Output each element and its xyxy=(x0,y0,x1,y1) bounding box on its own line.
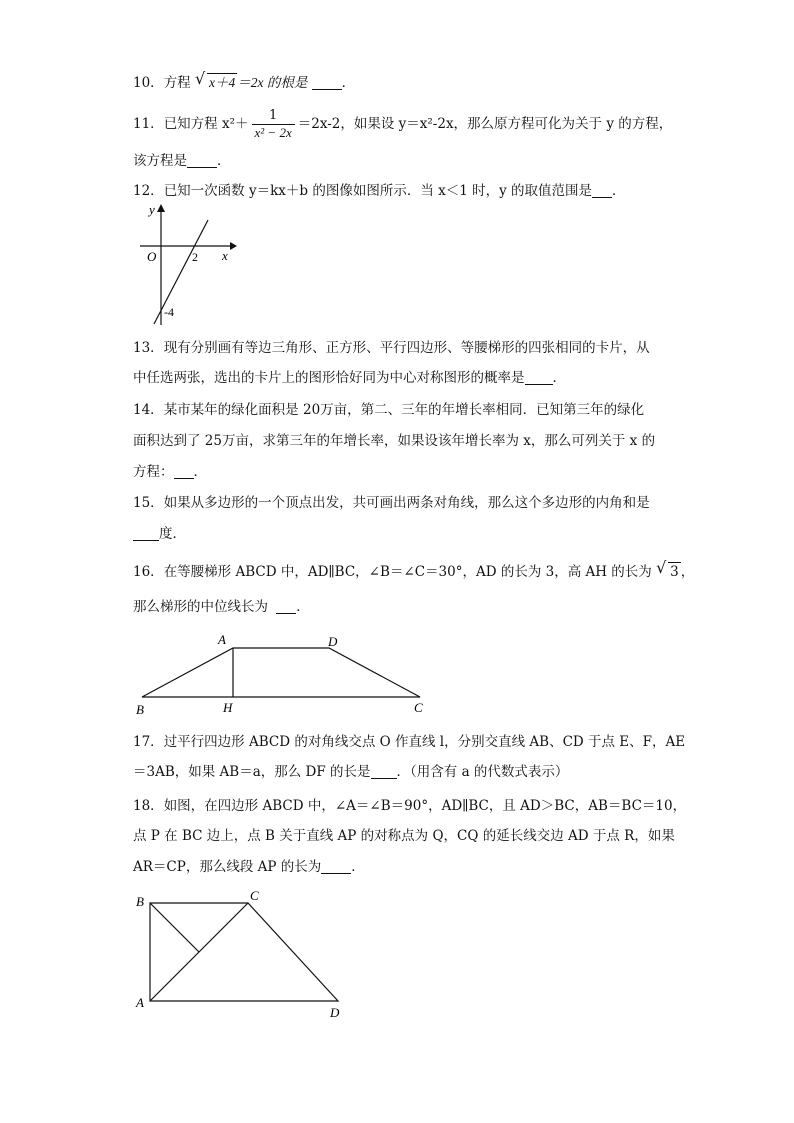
answer-blank[interactable] xyxy=(133,526,159,541)
q14-line1: 某市某年的绿化面积是 20万亩，第二、三年的年增长率相同．已知第三年的绿化 xyxy=(163,402,645,418)
answer-blank[interactable] xyxy=(174,464,194,479)
question-12 xyxy=(133,182,626,200)
x-axis-arrow xyxy=(230,242,237,250)
y-axis-arrow xyxy=(157,204,165,212)
q14-line2: 面积达到了 25万亩，求第三年的年增长率，如果设该年增长率为 x，那么可列关于 x 的 xyxy=(133,433,656,449)
trapezoid-figure xyxy=(132,630,432,720)
answer-blank[interactable] xyxy=(321,859,351,874)
question-17-line2 xyxy=(133,763,568,781)
segment-bq xyxy=(150,903,199,952)
q15-number: 15． xyxy=(133,495,164,511)
question-11 xyxy=(133,104,672,144)
q13-number: 13． xyxy=(133,340,164,356)
fraction-denominator: x² − 2x xyxy=(254,125,292,140)
answer-blank[interactable] xyxy=(312,75,342,90)
q18-end: ． xyxy=(351,859,365,875)
label-c: C xyxy=(414,700,423,715)
q10-pre: 方程 xyxy=(163,75,191,91)
trapezoid-abcd xyxy=(142,648,420,697)
linear-function-graph xyxy=(140,200,240,330)
label-a: A xyxy=(136,995,144,1010)
question-16-line2 xyxy=(133,598,310,616)
y-intercept-label: -4 xyxy=(164,305,174,319)
q11-end: ． xyxy=(217,153,231,169)
function-line xyxy=(154,220,208,324)
origin-label: O xyxy=(147,249,157,264)
answer-blank[interactable] xyxy=(371,764,397,779)
question-10 xyxy=(133,69,356,92)
question-15 xyxy=(133,494,650,512)
q14-end: ． xyxy=(193,464,207,480)
q12-text: 已知一次函数 y＝kx＋b 的图像如图所示．当 x＜1 时，y 的取值范围是 xyxy=(163,183,593,199)
radicand: x＋4 xyxy=(208,75,236,90)
label-d: D xyxy=(328,634,338,649)
q11-pre: 已知方程 x²＋ xyxy=(163,116,249,132)
question-14-line3 xyxy=(133,463,207,481)
answer-blank[interactable] xyxy=(187,153,217,168)
label-b: B xyxy=(136,894,144,909)
q17-number: 17． xyxy=(133,734,164,750)
q16-line1: 在等腰梯形 ABCD 中，AD∥BC，∠B＝∠C＝30°，AD 的长为 3，高 AH 的长为 xyxy=(163,564,652,580)
q10-end: ． xyxy=(341,75,356,91)
label-a: A xyxy=(218,632,226,647)
x-intercept-label: 2 xyxy=(192,250,198,264)
q16-number: 16． xyxy=(133,564,164,580)
answer-blank[interactable] xyxy=(276,599,296,614)
q18-line3: AR＝CP，那么线段 AP 的长为 xyxy=(133,859,322,875)
fraction xyxy=(252,108,295,141)
q18-number: 18． xyxy=(133,798,164,814)
sqrt-expression: √ 3 xyxy=(656,558,679,580)
fraction-numerator: 1 xyxy=(252,108,295,125)
label-d: D xyxy=(330,1005,340,1020)
q12-number: 12． xyxy=(133,183,164,199)
question-13 xyxy=(133,339,650,357)
quadrilateral-figure xyxy=(130,886,355,1021)
quadrilateral-abcd xyxy=(150,903,338,1001)
q15-line2: 度． xyxy=(159,526,186,542)
q13-line2: 中任选两张，选出的卡片上的图形恰好同为中心对称图形的概率是 xyxy=(133,370,525,386)
q11-post: ＝2x-2，如果设 y＝x²-2x，那么原方程可化为关于 y 的方程， xyxy=(297,116,673,132)
label-b: B xyxy=(136,702,144,717)
question-18 xyxy=(133,797,686,815)
question-16 xyxy=(133,558,695,581)
question-18-line3 xyxy=(133,858,365,876)
label-c: C xyxy=(250,888,259,903)
q14-number: 14． xyxy=(133,402,164,418)
q16-end: ． xyxy=(296,599,310,615)
q10-number: 10． xyxy=(133,75,164,91)
q17-line1: 过平行四边形 ABCD 的对角线交点 O 作直线 l，分别交直线 AB、CD 于点 E、F，AE xyxy=(163,734,686,750)
x-label: x xyxy=(222,248,228,263)
question-18-line2 xyxy=(133,827,675,845)
label-h: H xyxy=(223,700,233,715)
sqrt-expression: √ x＋4 xyxy=(194,69,236,90)
q14-line3: 方程： xyxy=(133,464,174,480)
q12-end: ． xyxy=(612,183,626,199)
q11-number: 11． xyxy=(133,116,164,132)
q16-line1-post: ， xyxy=(680,564,695,580)
q13-end: ． xyxy=(552,370,566,386)
question-11-line2 xyxy=(133,152,231,170)
q18-line1: 如图，在四边形 ABCD 中，∠A＝∠B＝90°，AD∥BC，且 AD＞BC，AB＝BC＝10， xyxy=(163,798,687,814)
q11-line2: 该方程是 xyxy=(133,153,187,169)
q15-line1: 如果从多边形的一个顶点出发，共可画出两条对角线，那么这个多边形的内角和是 xyxy=(163,495,650,511)
question-17 xyxy=(133,733,685,751)
q13-line1: 现有分别画有等边三角形、正方形、平行四边形、等腰梯形的四张相同的卡片，从 xyxy=(163,340,650,356)
question-15-line2 xyxy=(133,525,186,543)
q17-line2-post: ．（用含有 a 的代数式表示） xyxy=(396,764,569,780)
question-14-line2 xyxy=(133,432,655,450)
q10-post: ＝2x 的根是 xyxy=(237,75,308,90)
answer-blank[interactable] xyxy=(525,370,553,385)
y-label: y xyxy=(149,202,155,217)
q16-line2: 那么梯形的中位线长为 xyxy=(133,599,268,615)
radicand: 3 xyxy=(670,564,679,580)
q17-line2: ＝3AB，如果 AB＝a，那么 DF 的长是 xyxy=(133,764,371,780)
question-14 xyxy=(133,401,644,419)
question-13-line2 xyxy=(133,369,566,387)
answer-blank[interactable] xyxy=(592,183,612,198)
q18-line2: 点 P 在 BC 边上，点 B 关于直线 AP 的对称点为 Q，CQ 的延长线交边 AD 于点 R，如果 xyxy=(133,828,675,844)
